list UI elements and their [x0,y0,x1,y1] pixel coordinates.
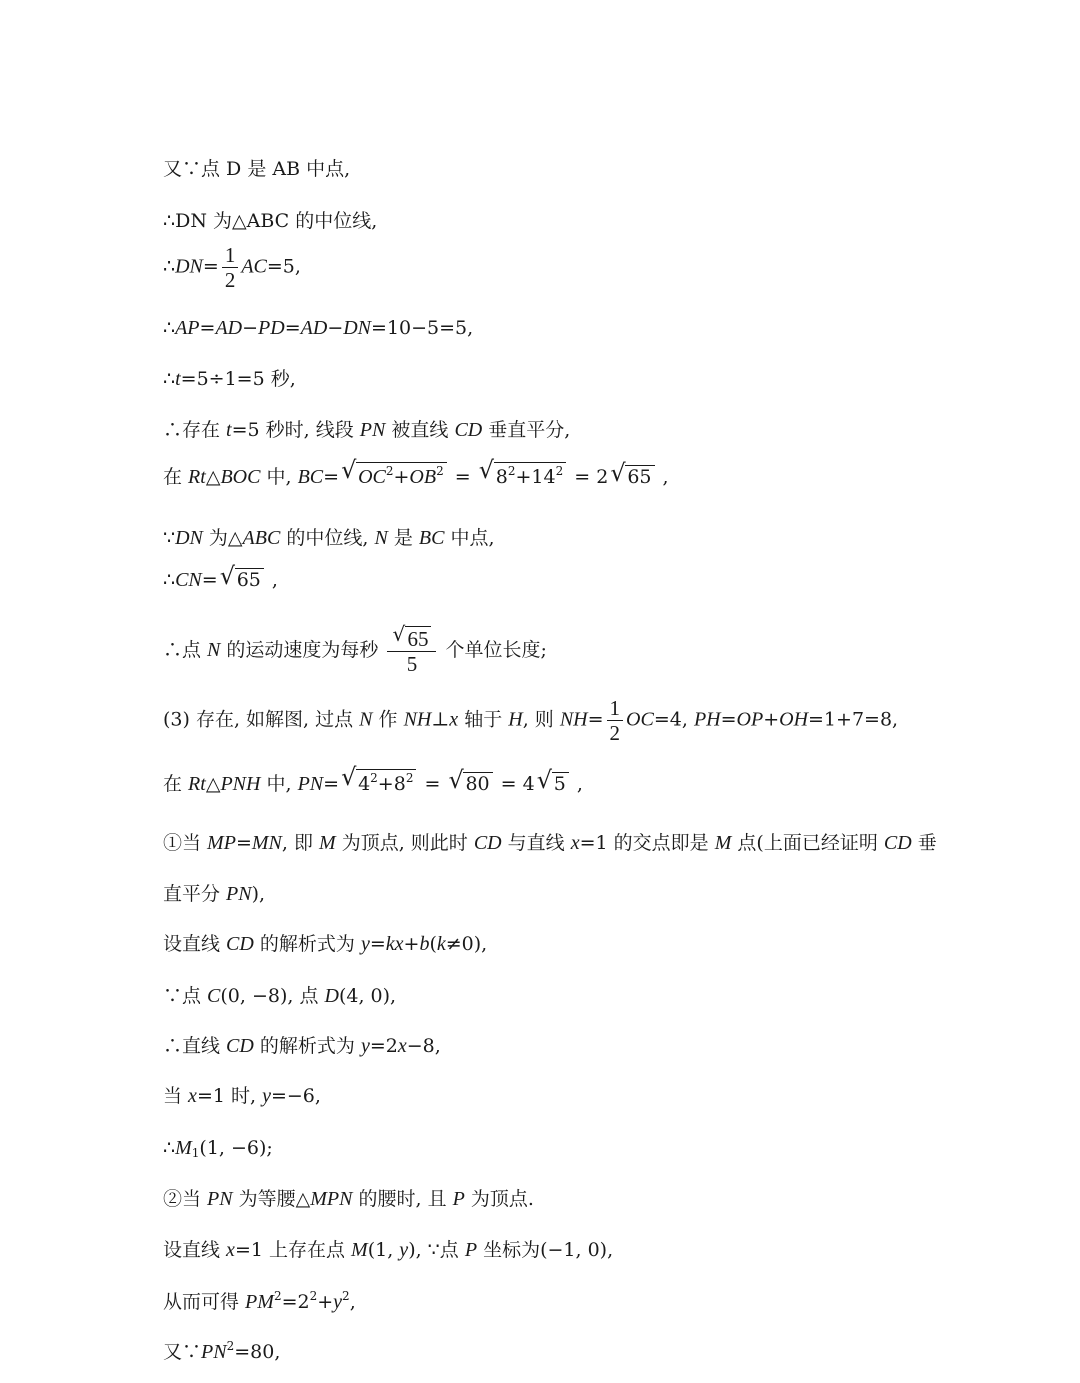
sqrt-expression: √ 65 [610,465,654,487]
solution-line-5: ∴t=5÷1=5 秒, [163,368,296,390]
solution-line-6: ∴存在 t=5 秒时, 线段 PN 被直线 CD 垂直平分, [163,419,571,441]
solution-line-16: ∵点 C(0, −8), 点 D(4, 0), [163,985,397,1007]
solution-line-14: 直平分 PN), [163,883,266,905]
solution-line-23: 又$\because PN^2=80$, [163,1339,281,1363]
solution-line-8: ∵DN 为△ABC 的中位线, N 是 BC 中点, [163,527,495,549]
solution-line-18: 当 x=1 时, y=−6, [163,1085,321,1107]
solution-line-4: ∴AP=AD−PD=AD−DN=10−5=5, [163,317,474,339]
solution-line-19: $\therefore M_1(1$, −6); [163,1137,273,1160]
sqrt-expression: √ 65 [220,568,264,590]
solution-line-21: 设直线 x=1 上存在点 M(1, y), ∵点 P 坐标为(−1, 0), [163,1239,614,1261]
solution-line-7: 在 Rt△BOC 中, BC= √ $OC^2+OB^2$ = √ $8^2+14^2 = 2$ √ 65 , [163,456,669,488]
fraction-half: $\frac{1}{2}$ [222,243,239,292]
solution-line-2: ∴DN 为△ABC 的中位线, [163,210,378,232]
sqrt-expression: √ $8^2+14^2$ [479,462,566,487]
sqrt-expression: √ 80 [448,772,492,794]
solution-line-17: ∴直线 CD 的解析式为 y=2x−8, [163,1035,441,1057]
solution-line-22: 从而可得 $PM^2=2^2+y^2$, [163,1289,356,1313]
solution-line-10: ∴点 N 的运动速度为每秒 √ 65 5 个单位长度; [163,622,547,677]
solution-line-20: ②当 PN 为等腰△MPN 的腰时, 且 P 为顶点. [163,1188,534,1210]
solution-line-11: (3) 存在, 如解图, 过点 N 作 NH⊥x 轴于 H, 则 NH= $\frac{1}{2}$ OC=4, PH=OP+OH=1+7=8, [163,696,899,746]
fraction-sqrt65-over-5: √ 65 5 [387,626,436,676]
solution-line-12: 在 Rt△PNH 中, PN= √ $4^2+8^2$ = √ 80 = 4 √ 5 , [163,763,583,795]
solution-line-1: 又∵点 D 是 AB 中点, [163,158,351,180]
sqrt-expression: √ $OC^2+OB^2$ [341,462,447,487]
solution-line-9: ∴CN= √ 65 , [163,562,278,591]
sqrt-expression: √ $4^2+8^2$ [341,769,416,794]
fraction-half: $\frac{1}{2}$ [607,696,624,745]
solution-line-13: ①当 MP=MN, 即 M 为顶点, 则此时 CD 与直线 x=1 的交点即是 M 点(上面已经证明 CD 垂 [163,832,937,854]
solution-line-15: 设直线 CD 的解析式为 y=kx+b(k≠0), [163,933,488,955]
solution-line-3: ∴DN= $\frac{1}{2}$ AC=5, [163,243,301,293]
sqrt-expression: √ 5 [537,772,569,794]
